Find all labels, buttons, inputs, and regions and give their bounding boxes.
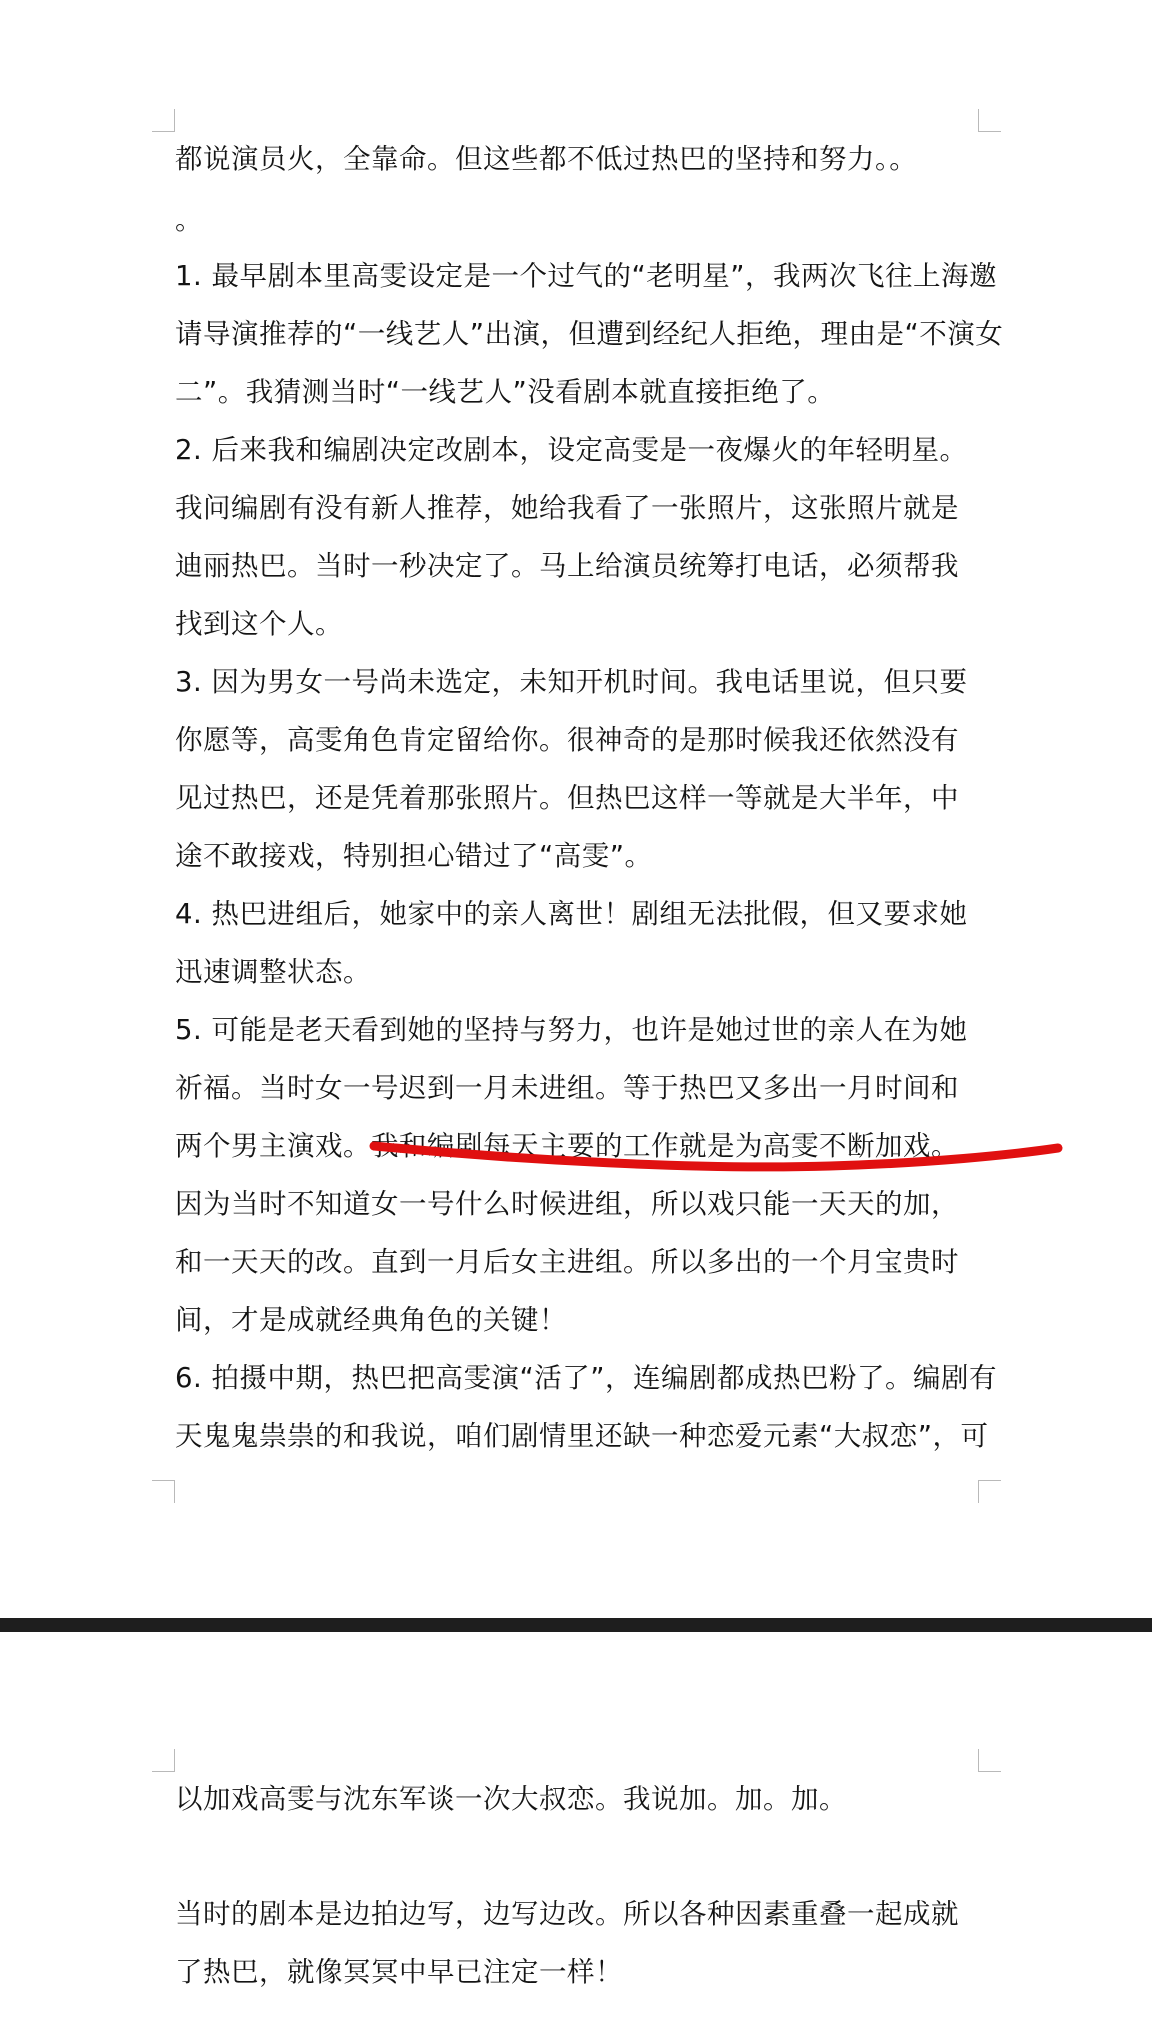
- page2-line-3: 了热巴，就像冥冥中早已注定一样！: [175, 1956, 623, 1988]
- page1-corner-bottom-right: [978, 1480, 1001, 1503]
- page1-corner-top-right: [978, 109, 1001, 132]
- page1-line-4: 请导演推荐的“一线艺人”出演，但遭到经纪人拒绝，理由是“不演女: [175, 318, 1004, 350]
- page1-line-21: 间，才是成就经典角色的关键！: [175, 1304, 567, 1336]
- page1-line-3: 1. 最早剧本里高雯设定是一个过气的“老明星”，我两次飞往上海邀: [175, 260, 997, 292]
- page-divider: [0, 1618, 1152, 1632]
- page1-line-7: 我问编剧有没有新人推荐，她给我看了一张照片，这张照片就是: [175, 492, 959, 524]
- page1-line-11: 你愿等，高雯角色肯定留给你。很神奇的是那时候我还依然没有: [175, 724, 959, 756]
- page1-line-2: 。: [175, 204, 203, 236]
- page1-corner-bottom-left: [152, 1480, 175, 1503]
- page1-line-20: 和一天天的改。直到一月后女主进组。所以多出的一个月宝贵时: [175, 1246, 959, 1278]
- page1-line-17: 祈福。当时女一号迟到一月未进组。等于热巴又多出一月时间和: [175, 1072, 959, 1104]
- page1-line-18: 两个男主演戏。我和编剧每天主要的工作就是为高雯不断加戏。: [175, 1130, 959, 1162]
- page1-line-15: 迅速调整状态。: [175, 956, 371, 988]
- page1-line-22: 6. 拍摄中期，热巴把高雯演“活了”，连编剧都成热巴粉了。编剧有: [175, 1362, 997, 1394]
- page1-line-5: 二”。我猜测当时“一线艺人”没看剧本就直接拒绝了。: [175, 376, 836, 408]
- page1-line-13: 途不敢接戏，特别担心错过了“高雯”。: [175, 840, 653, 872]
- page1-line-19: 因为当时不知道女一号什么时候进组，所以戏只能一天天的加，: [175, 1188, 959, 1220]
- page1-line-1: 都说演员火，全靠命。但这些都不低过热巴的坚持和努力。。: [175, 143, 918, 175]
- page2-line-1: 以加戏高雯与沈东军谈一次大叔恋。我说加。加。加。: [175, 1783, 847, 1815]
- page1-line-6: 2. 后来我和编剧决定改剧本，设定高雯是一夜爆火的年轻明星。: [175, 434, 968, 466]
- page2-corner-top-left: [152, 1749, 175, 1772]
- page2-line-2: 当时的剧本是边拍边写，边写边改。所以各种因素重叠一起成就: [175, 1898, 959, 1930]
- page2-corner-top-right: [978, 1749, 1001, 1772]
- page1-line-23: 天鬼鬼祟祟的和我说，咱们剧情里还缺一种恋爱元素“大叔恋”，可: [175, 1420, 989, 1452]
- page1-line-10: 3. 因为男女一号尚未选定，未知开机时间。我电话里说，但只要: [175, 666, 968, 698]
- page1-line-8: 迪丽热巴。当时一秒决定了。马上给演员统筹打电话，必须帮我: [175, 550, 959, 582]
- page1-line-14: 4. 热巴进组后，她家中的亲人离世！剧组无法批假，但又要求她: [175, 898, 968, 930]
- page1-line-16: 5. 可能是老天看到她的坚持与努力，也许是她过世的亲人在为她: [175, 1014, 968, 1046]
- page1-corner-top-left: [152, 109, 175, 132]
- page1-line-12: 见过热巴，还是凭着那张照片。但热巴这样一等就是大半年，中: [175, 782, 959, 814]
- page1-line-9: 找到这个人。: [175, 608, 343, 640]
